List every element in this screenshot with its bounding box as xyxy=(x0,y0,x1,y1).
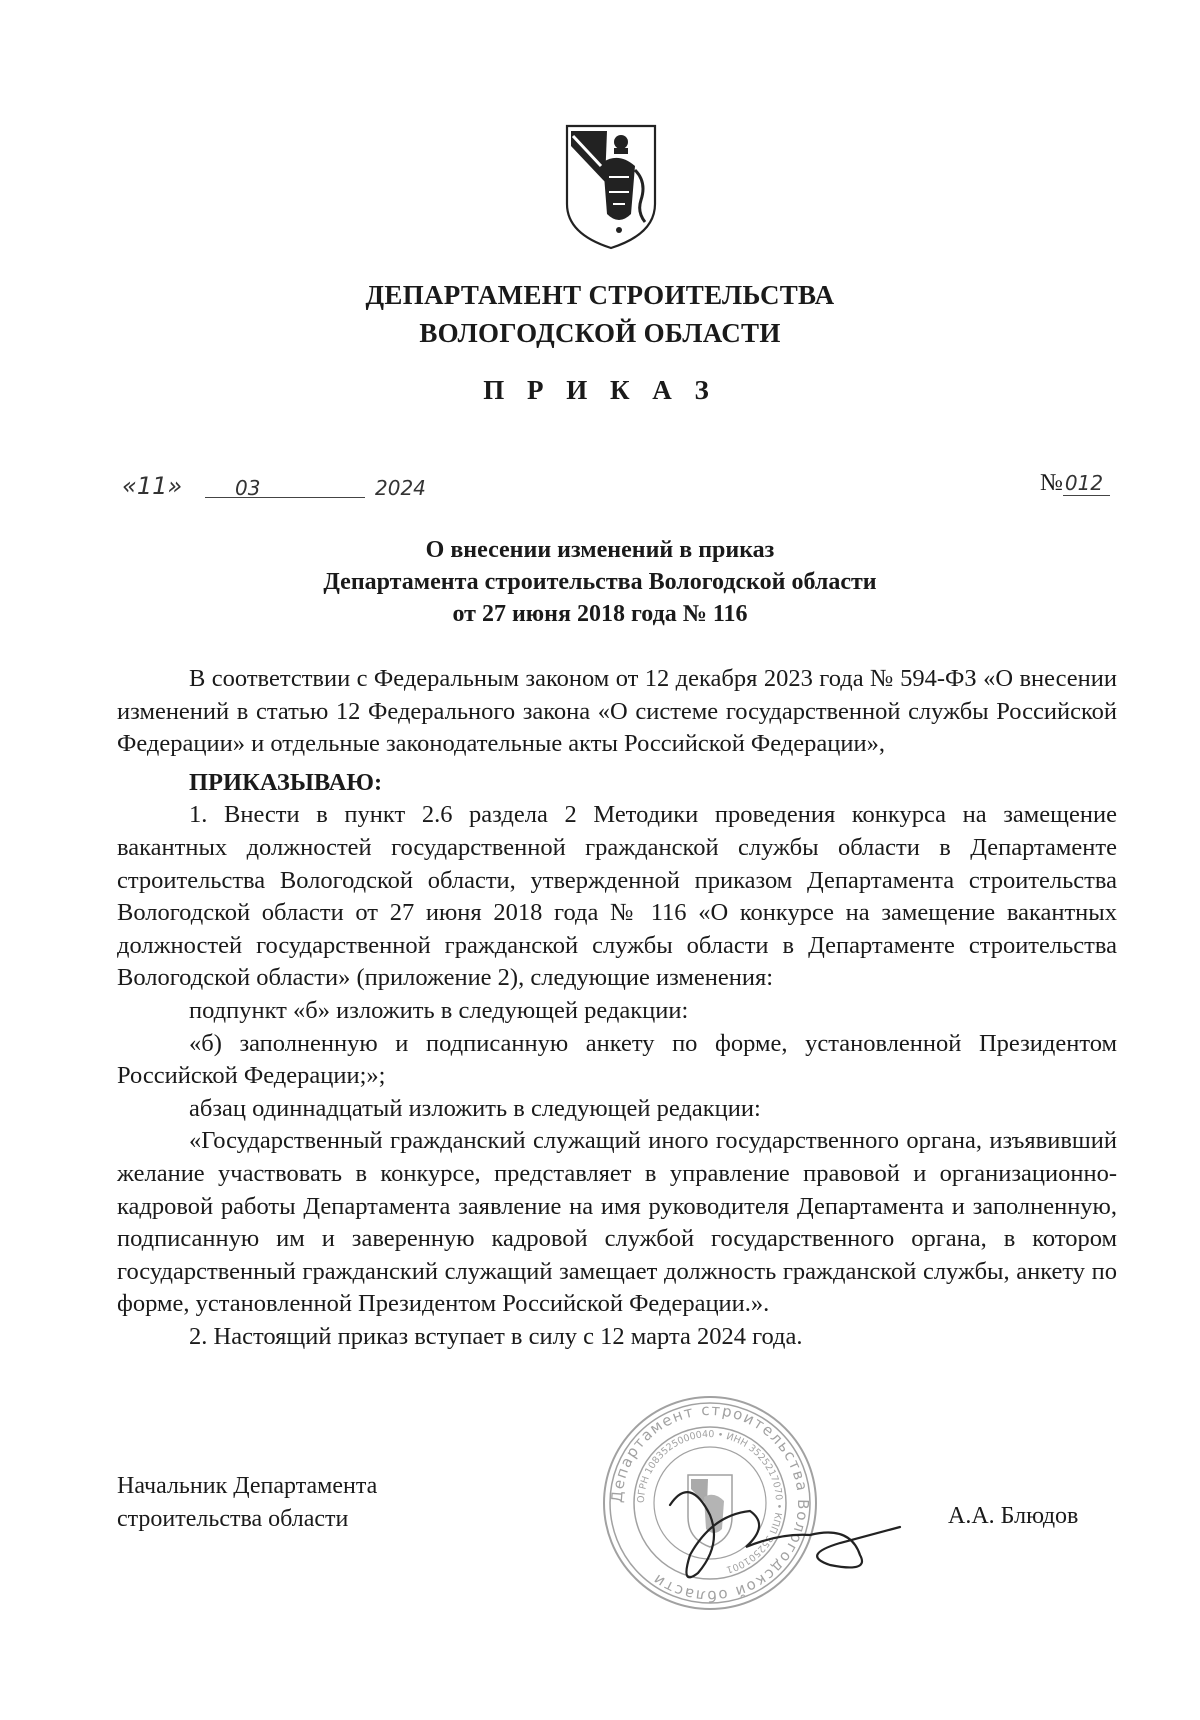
order-number-label: № xyxy=(1040,470,1063,496)
subitem-2-text: «Государственный гражданский служащий иного государственного органа, изъявивший желание участвовать в конкурсе, представляет в управление правовой и организационно-кадровой работы Департамента заявление на имя руководителя Департамента и заполненную, подписанную им и заверенную кадровой службой государственного органа, в котором государственный гражданский служащий замещает должность гражданской службы, анкету по форме, установленной Президентом Российской Федерации.». xyxy=(117,1127,1117,1318)
department-header xyxy=(0,276,1200,352)
order-date-day: «11» xyxy=(122,472,183,500)
item-2-paragraph: 2. Настоящий приказ вступает в силу с 12 марта 2024 года. xyxy=(189,1322,803,1350)
signatory-position xyxy=(117,1470,377,1536)
subject-line3: от 27 июня 2018 года № 116 xyxy=(452,601,748,627)
order-date-year: 2024 xyxy=(375,476,426,500)
signature-mark-icon xyxy=(650,1455,910,1595)
item-1-paragraph: 1. Внести в пункт 2.6 раздела 2 Методики проведения конкурса на замещение вакантных должностей государственной гражданской службы области в Департаменте строительства Вологодской области, утвержденной приказом Департамента строительства Вологодской области от 27 июня 2018 года № 116 «О конкурсе на замещение вакантных должностей государственной гражданской службы области в Департаменте строительства Вологодской области» (приложение 2), следующие изменения: xyxy=(117,801,1117,992)
subject-line2: Департамента строительства Вологодской области xyxy=(323,569,877,595)
signatory-position-line2: строительства области xyxy=(117,1506,349,1532)
order-subject xyxy=(0,534,1200,630)
stamp-outer-text: Департамент строительства Вологодской области xyxy=(607,1400,813,1606)
signatory-name: А.А. Блюдов xyxy=(948,1503,1079,1529)
order-number-value: 012 xyxy=(1063,471,1110,496)
subitem-2-intro: абзац одиннадцатый изложить в следующей редакции: xyxy=(189,1094,761,1122)
department-name-line1: ДЕПАРТАМЕНТ СТРОИТЕЛЬСТВА xyxy=(365,280,835,310)
coat-of-arms-icon xyxy=(561,122,661,250)
department-name-line2: ВОЛОГОДСКОЙ ОБЛАСТИ xyxy=(419,318,781,348)
order-word: ПРИКАЗЫВАЮ: xyxy=(189,768,383,796)
subitem-1-text: «б) заполненную и подписанную анкету по форме, установленной Президентом Российской Федерации;»; xyxy=(117,1029,1117,1090)
preamble-paragraph: В соответствии с Федеральным законом от 12 декабря 2023 года № 594-ФЗ «О внесении изменений в статью 12 Федерального закона «О системе государственной службы Российской Федерации» и отдельные законодательные акты Российской Федерации», xyxy=(117,665,1117,758)
subject-line1: О внесении изменений в приказ xyxy=(425,537,775,563)
signatory-position-line1: Начальник Департамента xyxy=(117,1473,378,1499)
order-body xyxy=(117,663,1117,1353)
stamp-inner-text: ОГРН 1083525000040 • ИНН 3525217070 • КПП 352501001 xyxy=(635,1428,785,1575)
order-number xyxy=(1040,470,1110,497)
date-underline xyxy=(205,497,365,498)
subitem-1-intro: подпункт «б» изложить в следующей редакции: xyxy=(189,996,689,1024)
order-title: П Р И К А З xyxy=(483,375,717,405)
order-date-month: 03 xyxy=(235,476,261,500)
